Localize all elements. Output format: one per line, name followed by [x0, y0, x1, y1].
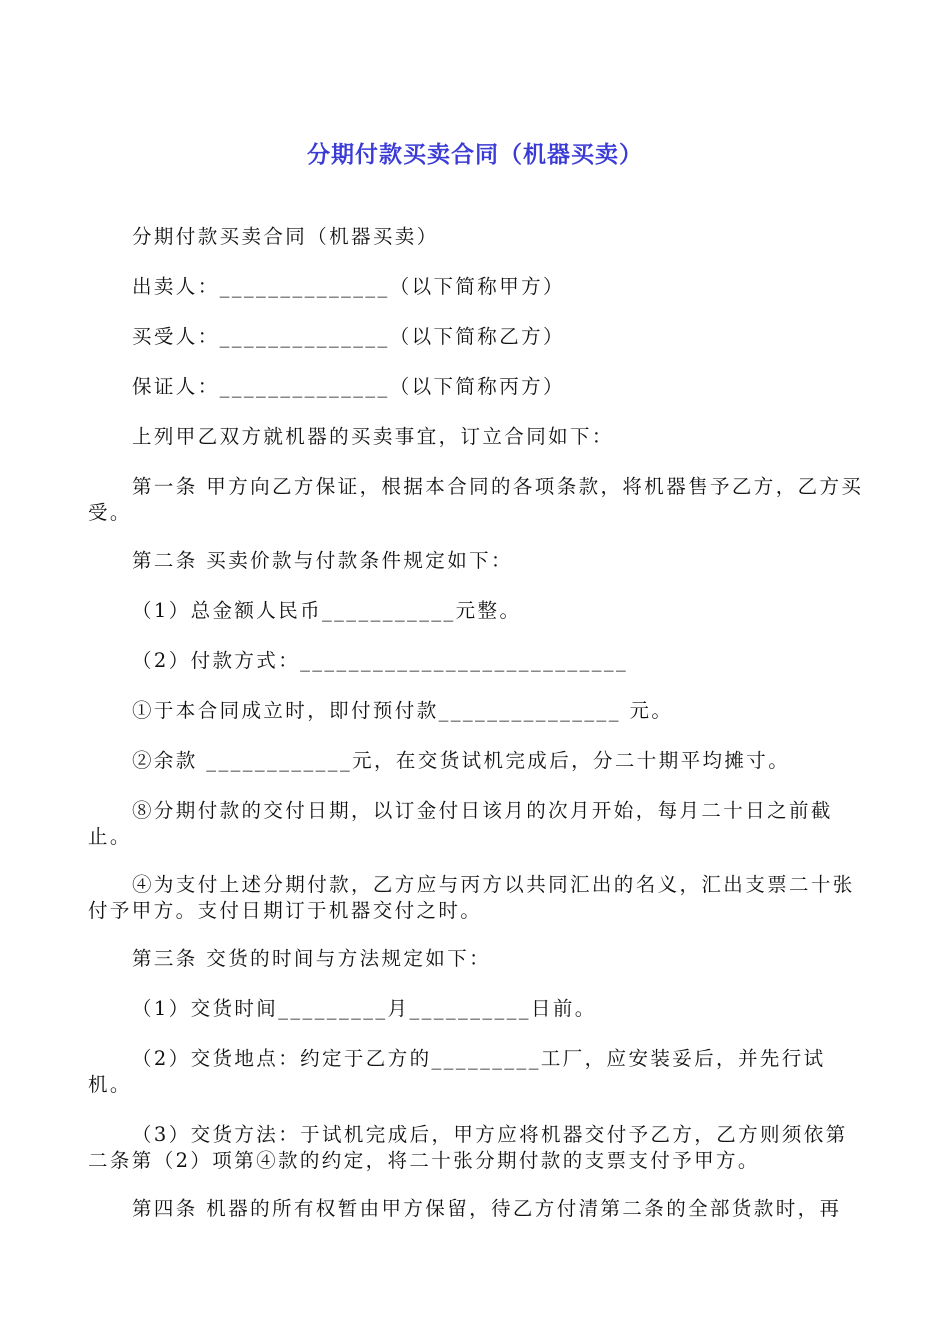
paragraph-article-2-item-2: （2）付款方式：___________________________	[132, 649, 629, 672]
paragraph-article-2: 第二条 买卖价款与付款条件规定如下：	[132, 549, 513, 572]
paragraph-article-3: 第三条 交货的时间与方法规定如下：	[132, 947, 491, 970]
paragraph-buyer: 买受人：______________（以下简称乙方）	[132, 325, 565, 348]
paragraph-clause-4: ④为支付上述分期付款，乙方应与丙方以共同汇出的名义，汇出支票二十张付予甲方。支付日期订于机器交付之时。	[88, 873, 855, 922]
paragraph-preamble: 上列甲乙双方就机器的买卖事宜，订立合同如下：	[132, 425, 614, 448]
paragraph-guarantor: 保证人：______________（以下简称丙方）	[132, 375, 565, 398]
document-title: 分期付款买卖合同（机器买卖）	[307, 142, 643, 168]
paragraph-article-1: 第一条 甲方向乙方保证，根据本合同的各项条款，将机器售予乙方，乙方买受。	[88, 475, 864, 524]
paragraph-article-3-item-3: （3）交货方法：于试机完成后，甲方应将机器交付予乙方，乙方则须依第二条第（2）项第④款的约定，将二十张分期付款的支票支付予甲方。	[88, 1123, 848, 1172]
paragraph-contract-heading: 分期付款买卖合同（机器买卖）	[132, 225, 439, 248]
paragraph-article-3-item-2: （2）交货地点：约定于乙方的_________工厂，应安装妥后，并先行试机。	[88, 1047, 826, 1096]
paragraph-clause-1: ①于本合同成立时，即付预付款_______________ 元。	[132, 699, 674, 722]
paragraph-article-3-item-1: （1）交货时间_________月__________日前。	[132, 997, 597, 1020]
paragraph-seller: 出卖人：______________（以下简称甲方）	[132, 275, 565, 298]
paragraph-article-4: 第四条 机器的所有权暂由甲方保留，待乙方付清第二条的全部货款时，再	[132, 1197, 842, 1220]
paragraph-article-2-item-1: （1）总金额人民币___________元整。	[132, 599, 522, 622]
paragraph-clause-2: ②余款 ____________元，在交货试机完成后，分二十期平均摊寸。	[132, 749, 791, 772]
paragraph-clause-3: ⑧分期付款的交付日期，以订金付日该月的次月开始，每月二十日之前截止。	[88, 799, 833, 848]
